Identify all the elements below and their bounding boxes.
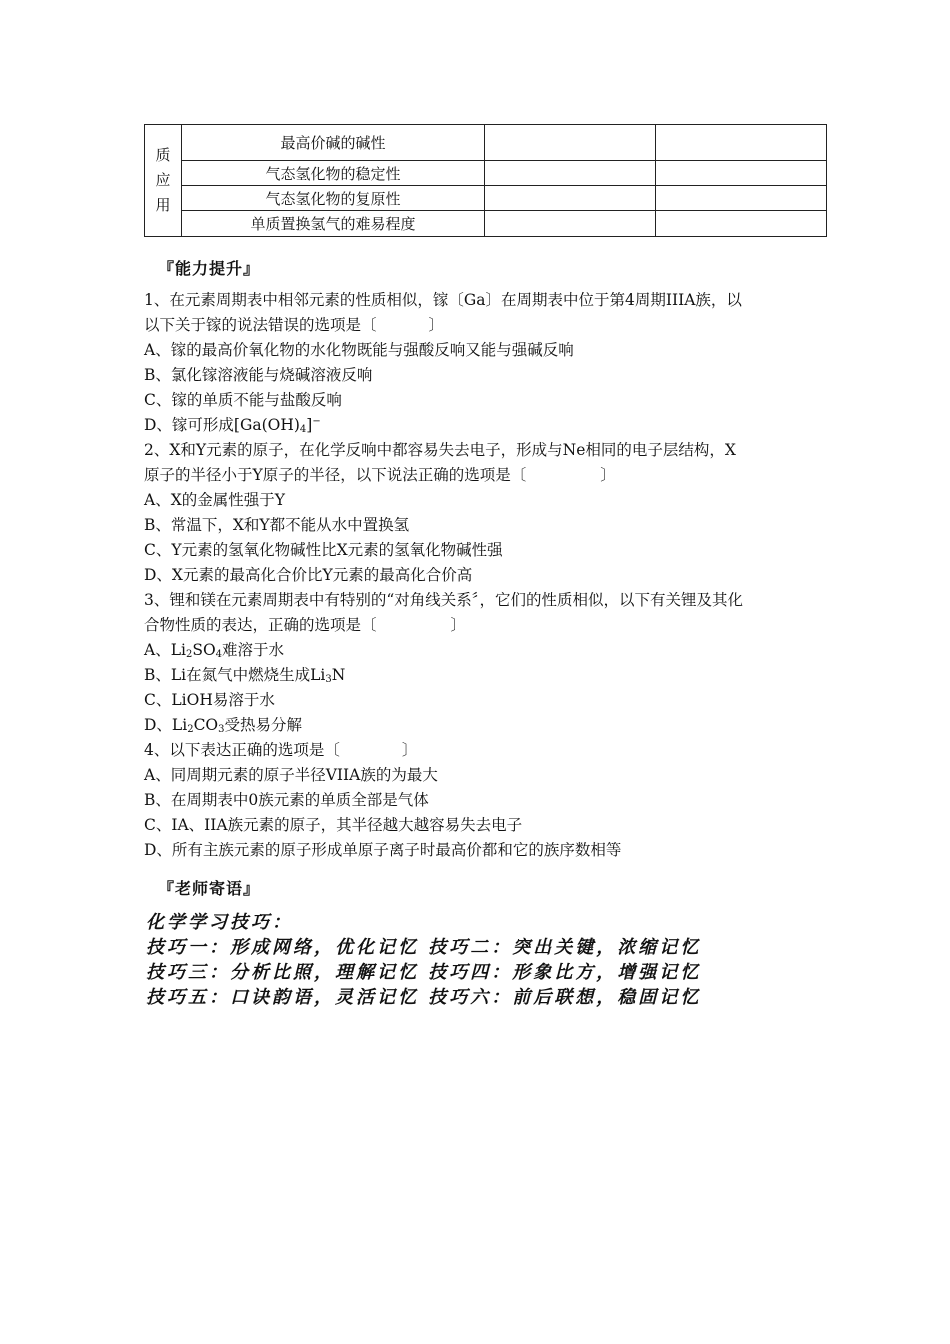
option-text: A、镓的最高价氧化物的水化物既能与强酸反响又能与强碱反响 xyxy=(144,341,574,359)
option-text: C、IA、IIA族元素的原子，其半径越大越容易失去电子 xyxy=(144,816,523,834)
element-property-table xyxy=(144,124,827,237)
option-text: B、在周期表中0族元素的单质全部是气体 xyxy=(144,791,429,809)
answer-cell xyxy=(656,161,827,186)
property-cell: 气态氢化物的复原性 xyxy=(182,186,485,211)
study-tips xyxy=(146,910,786,1010)
questions xyxy=(144,288,816,863)
tips-line: 技巧三：分析比照，理解记忆 技巧四：形象比方，增强记忆 xyxy=(146,962,702,983)
option-text: B、氯化镓溶液能与烧碱溶液反响 xyxy=(144,366,373,384)
option-text: A、同周期元素的原子半径VIIA族的为最大 xyxy=(144,766,438,784)
side-label-char: 用 xyxy=(155,196,171,214)
option-text: C、镓的单质不能与盐酸反响 xyxy=(144,391,342,409)
option-text: D、X元素的最高化合价比Y元素的最高化合价高 xyxy=(144,566,473,584)
answer-cell xyxy=(485,161,656,186)
option-text: C、LiOH易溶于水 xyxy=(144,691,275,709)
section-title-ability: 『能力提升』 xyxy=(158,259,261,278)
answer-cell xyxy=(656,211,827,237)
property-cell: 气态氢化物的稳定性 xyxy=(182,161,485,186)
question-2-stem-line2: 原子的半径小于Y原子的半径，以下说法正确的选项是〔 〕 xyxy=(144,466,616,484)
answer-cell xyxy=(485,125,656,161)
tips-title: 化学学习技巧： xyxy=(146,912,293,933)
question-3-stem-line2: 合物性质的表达，正确的选项是〔 〕 xyxy=(144,616,467,634)
property-cell: 单质置换氢气的难易程度 xyxy=(182,211,485,237)
question-4-stem: 4、以下表达正确的选项是〔 〕 xyxy=(144,741,418,759)
answer-cell xyxy=(656,186,827,211)
answer-cell xyxy=(485,211,656,237)
option-text: D、镓可形成$[Ga(OH)_4]^-$ xyxy=(144,416,321,435)
tips-line: 技巧五：口诀韵语，灵活记忆 技巧六：前后联想，稳固记忆 xyxy=(146,987,702,1008)
question-1-stem: 1、在元素周期表中相邻元素的性质相似，镓〔Ga〕在周期表中位于第4周期IIIA族，以 xyxy=(144,291,742,309)
option-text: D、所有主族元素的原子形成单原子离子时最高价都和它的族序数相等 xyxy=(144,841,622,859)
side-label-char: 应 xyxy=(155,171,171,189)
question-2-stem: 2、X和Y元素的原子，在化学反响中都容易失去电子，形成与Ne相同的电子层结构，X xyxy=(144,441,736,459)
side-label-char: 质 xyxy=(155,146,171,164)
section-title-teacher: 『老师寄语』 xyxy=(158,879,261,898)
property-cell: 最高价碱的碱性 xyxy=(182,125,485,161)
option-text: A、X的金属性强于Y xyxy=(144,491,285,509)
option-text: A、$Li_2SO_4$难溶于水 xyxy=(144,641,285,660)
option-text: B、常温下，X和Y都不能从水中置换氢 xyxy=(144,516,410,534)
option-text: D、$Li_2CO_3$受热易分解 xyxy=(144,716,303,735)
tips-line: 技巧一：形成网络，优化记忆 技巧二：突出关键，浓缩记忆 xyxy=(146,937,702,958)
option-text: B、Li在氮气中燃烧生成$Li_3N$ xyxy=(144,666,346,685)
answer-cell xyxy=(656,125,827,161)
question-3-stem: 3、锂和镁在元素周期表中有特别的“对角线关系〞，它们的性质相似，以下有关锂及其化 xyxy=(144,591,744,609)
option-text: C、Y元素的氢氧化物碱性比X元素的氢氧化物碱性强 xyxy=(144,541,503,559)
table-side-label xyxy=(145,125,182,237)
question-1-stem-line2: 以下关于镓的说法错误的选项是〔 〕 xyxy=(144,316,445,334)
answer-cell xyxy=(485,186,656,211)
